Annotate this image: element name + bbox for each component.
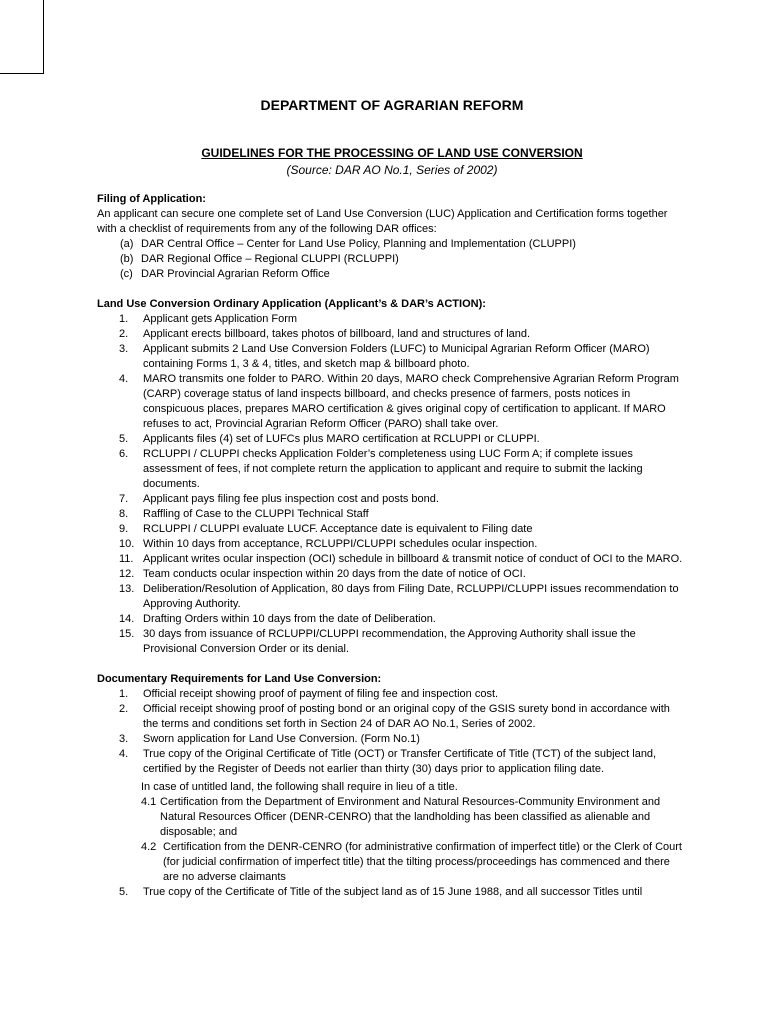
list-item: 13. Deliberation/Resolution of Application, 80 days from Filing Date, RCLUPPI/CLUPPI issues recommendation to Approving Authority. (119, 583, 679, 610)
list-item: 3. Applicant submits 2 Land Use Conversion Folders (LUFC) to Municipal Agrarian Reform Officer (MARO) containing Forms 1, 3 & 4, titles, and sketch map & billboard photo. (119, 343, 650, 370)
ordinary-steps (97, 312, 687, 657)
list-item: 12. Team conducts ocular inspection within 20 days from the date of notice of OCI. (119, 568, 526, 580)
list-item: 2. Official receipt showing proof of posting bond or an original copy of the GSIS surety bond in accordance with the terms and conditions set forth in Section 24 of DAR AO No.1, Series of 2002. (119, 703, 670, 730)
list-item: 5. Applicants files (4) set of LUFCs plus MARO certification at RCLUPPI or CLUPPI. (119, 433, 540, 445)
guidelines-title: GUIDELINES FOR THE PROCESSING OF LAND USE CONVERSION (201, 146, 583, 160)
list-item: 9. RCLUPPI / CLUPPI evaluate LUCF. Acceptance date is equivalent to Filing date (119, 523, 533, 535)
sub-item-4-1: 4.1 Certification from the Department of Environment and Natural Resources-Community Environment and Natural Resources Officer (DENR-CENRO) that the landholding has been classified as alienable and disposable; and (141, 796, 661, 838)
list-item: 14. Drafting Orders within 10 days from the date of Deliberation. (119, 613, 436, 625)
list-item: 7. Applicant pays filing fee plus inspection cost and posts bond. (119, 493, 439, 505)
filing-heading: Filing of Application: (97, 193, 206, 205)
department-title: DEPARTMENT OF AGRARIAN REFORM (260, 97, 524, 113)
documentary-requirements (97, 687, 687, 777)
documentary-requirements-cont (97, 885, 687, 900)
document-page (97, 96, 687, 900)
list-item: 1. Applicant gets Application Form (119, 313, 298, 325)
list-item: 5. True copy of the Certificate of Title of the subject land as of 15 June 1988, and all successor Titles until (119, 886, 643, 898)
list-item: 6. RCLUPPI / CLUPPI checks Application Folder’s completeness using LUC Form A; if complete issues assessment of fees, if not complete return the application to applicant and require to submit the lacking documents. (119, 448, 643, 490)
office-list (97, 237, 687, 282)
list-item: 11. Applicant writes ocular inspection (OCI) schedule in billboard & transmit notice of conduct of OCI to the MARO. (119, 553, 683, 565)
filing-intro: An applicant can secure one complete set of Land Use Conversion (LUC) Application and Certification forms together with a checklist of requirements from any of the following DAR offices: (97, 208, 668, 235)
list-item: 2. Applicant erects billboard, takes photos of billboard, land and structures of land. (119, 328, 531, 340)
list-item: 4. True copy of the Original Certificate of Title (OCT) or Transfer Certificate of Title (TCT) of the subject land, certified by the Register of Deeds not earlier than thirty (30) days prior to application filing date. (119, 748, 657, 775)
list-item: (b) DAR Regional Office – Regional CLUPPI (RCLUPPI) (120, 253, 399, 265)
untitled-land-note: In case of untitled land, the following shall require in lieu of a title. (141, 781, 458, 793)
documentary-heading: Documentary Requirements for Land Use Conversion: (97, 673, 382, 685)
ordinary-heading: Land Use Conversion Ordinary Application (Applicant’s & DAR’s ACTION): (97, 298, 486, 310)
sub-item-4-2: 4.2 Certification from the DENR-CENRO (for administrative confirmation of imperfect title) or the Clerk of Court (for judicial confirmation of imperfect title) that the tilting process/proceedings has commenced and there are no adverse claimants (141, 841, 682, 883)
list-item: (a) DAR Central Office – Center for Land Use Policy, Planning and Implementation (CLUPPI) (120, 238, 576, 250)
corner-border (0, 0, 44, 74)
list-item: 8. Raffling of Case to the CLUPPI Technical Staff (119, 508, 369, 520)
list-item: 3. Sworn application for Land Use Conversion. (Form No.1) (119, 733, 420, 745)
source-citation: (Source: DAR AO No.1, Series of 2002) (286, 163, 498, 177)
list-item: 4. MARO transmits one folder to PARO. Within 20 days, MARO check Comprehensive Agrarian Reform Program (CARP) coverage status of land inspects billboard, and checks presence of farmers, posts notices in conspicuous places, prepares MARO certification & gives original copy of certification to applicant. If MARO refuses to act, Provincial Agrarian Reform Officer (PARO) shall take over. (119, 373, 679, 430)
list-item: 10. Within 10 days from acceptance, RCLUPPI/CLUPPI schedules ocular inspection. (119, 538, 538, 550)
list-item: 1. Official receipt showing proof of payment of filing fee and inspection cost. (119, 688, 499, 700)
list-item: 15. 30 days from issuance of RCLUPPI/CLUPPI recommendation, the Approving Authority shall issue the Provisional Conversion Order or its denial. (119, 628, 636, 655)
list-item: (c) DAR Provincial Agrarian Reform Office (120, 268, 330, 280)
